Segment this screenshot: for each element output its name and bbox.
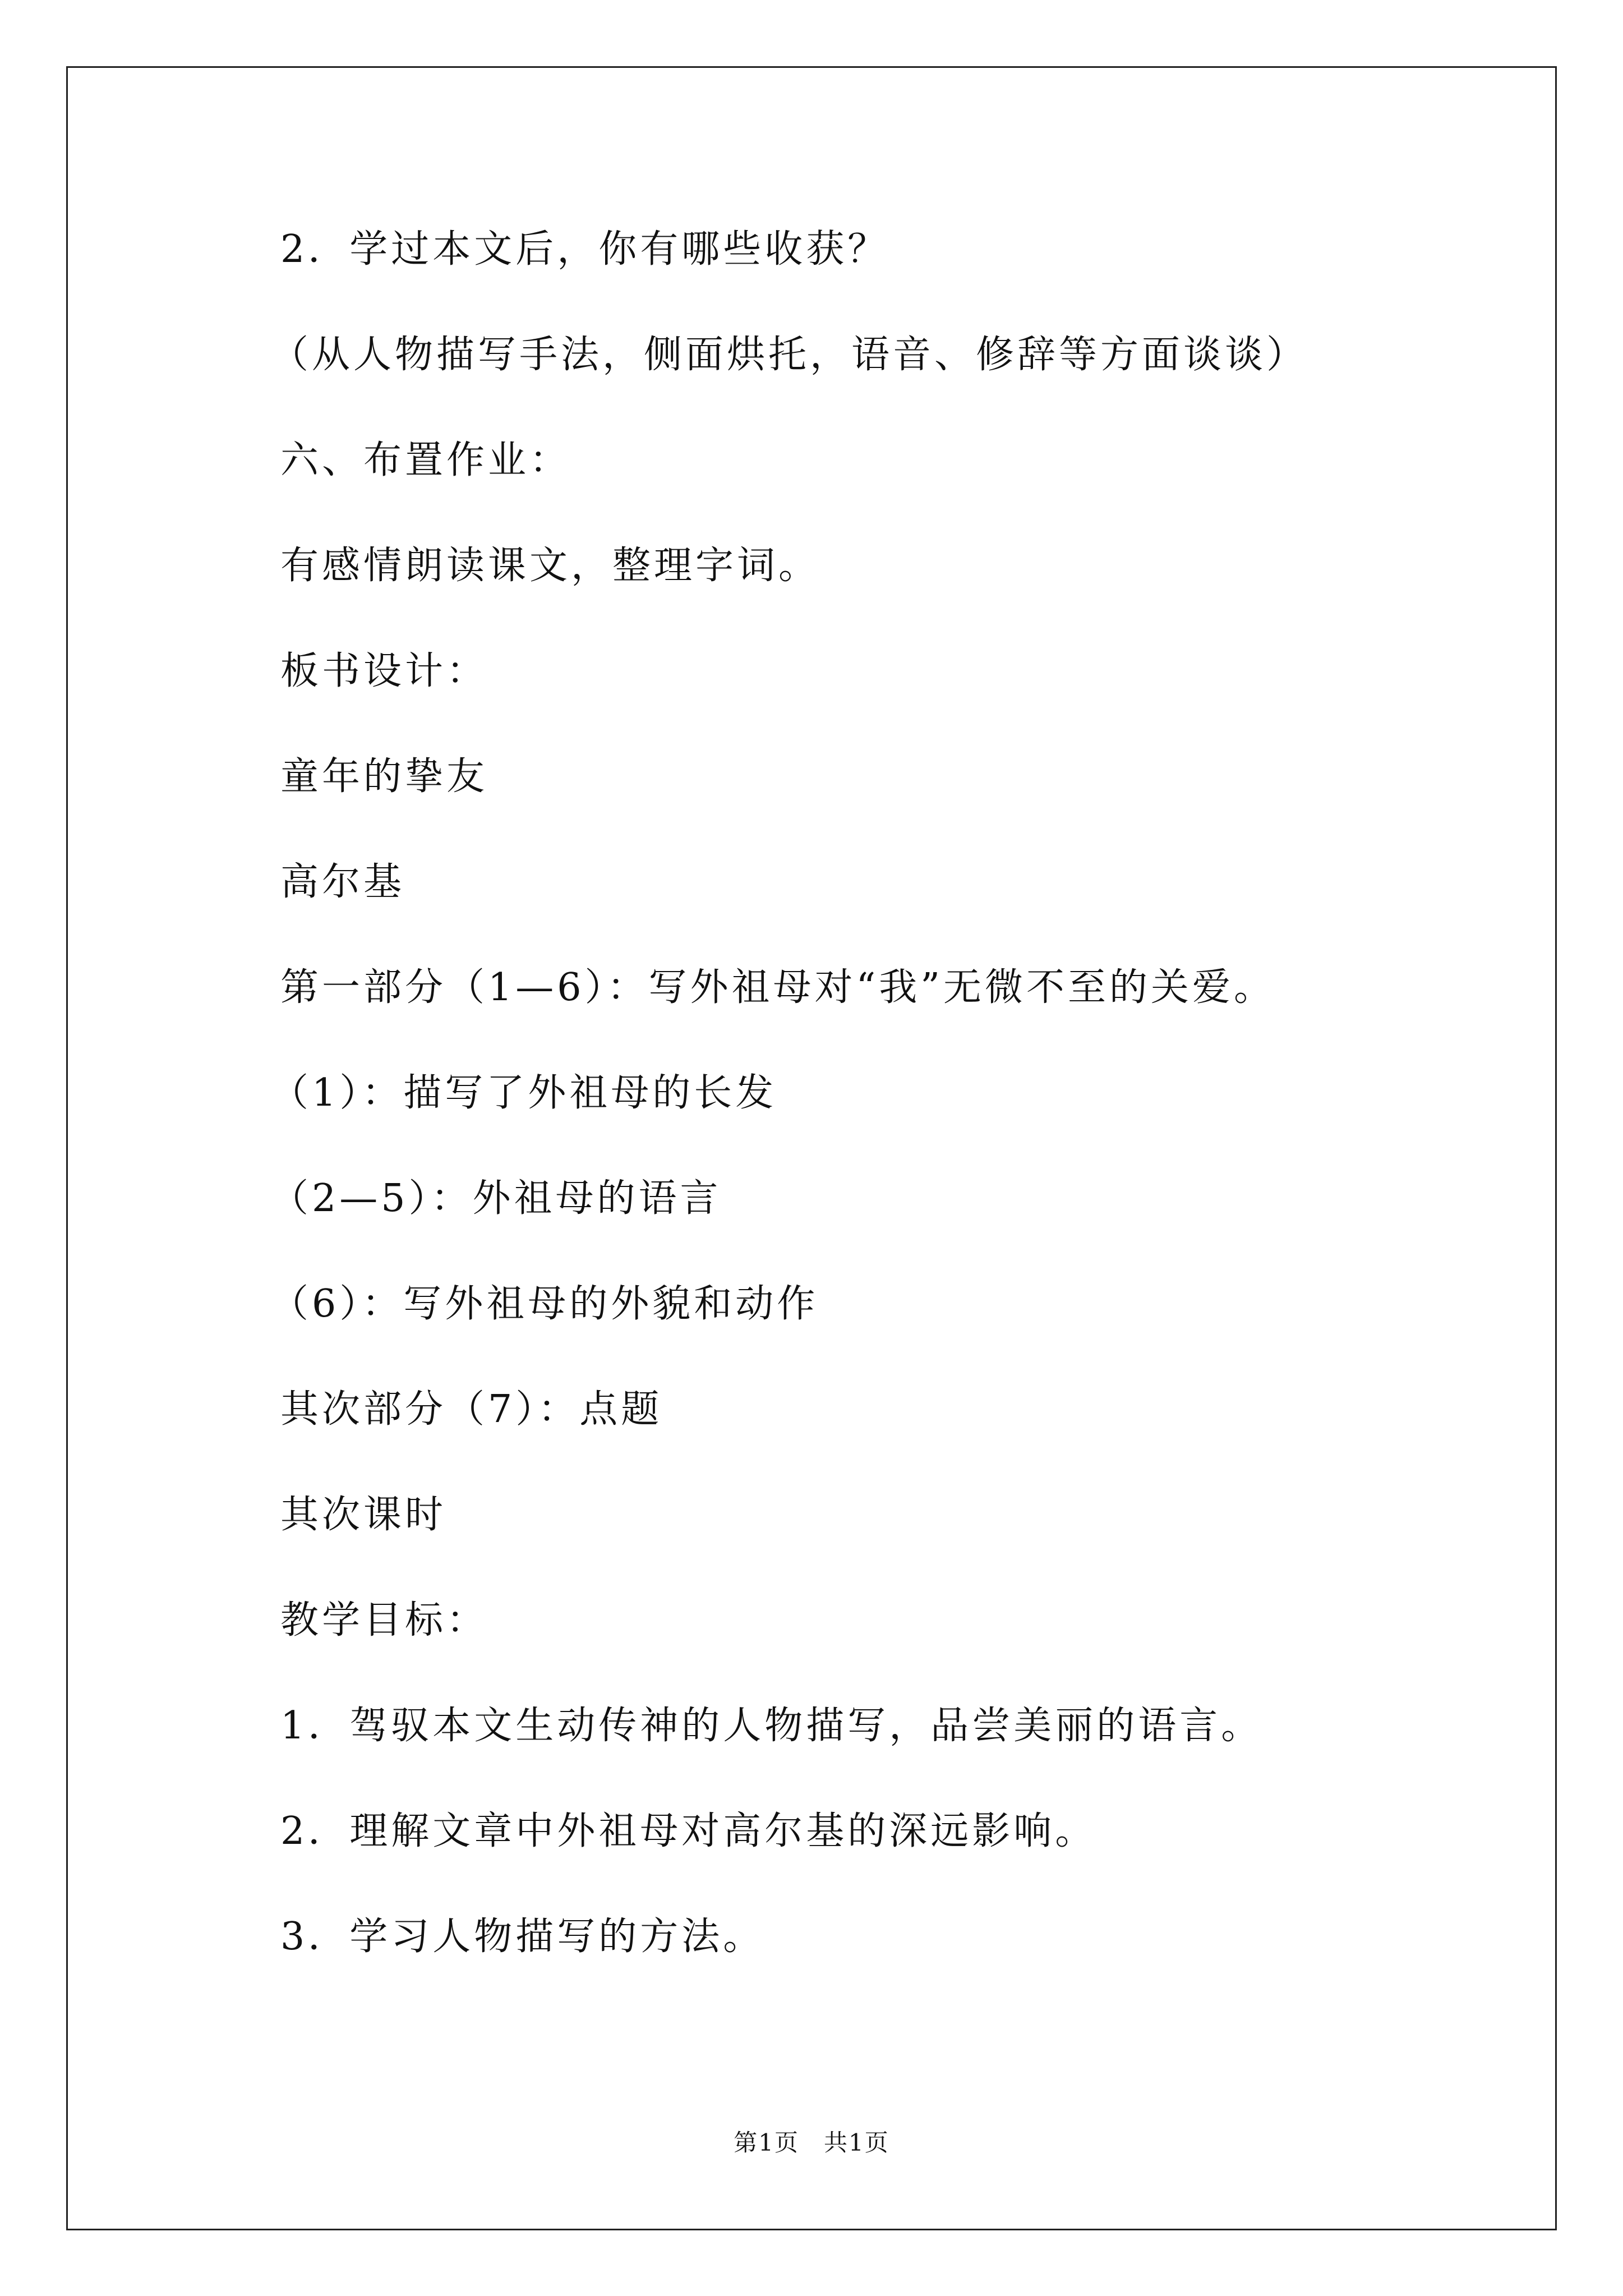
text-line: （6）：写外祖母的外貌和动作 <box>270 1282 819 1326</box>
text-line: 有感情朗读课文，整理字词。 <box>280 544 820 588</box>
section-heading: 教学目标： <box>280 1598 488 1642</box>
text-line: （1）：描写了外祖母的长发 <box>270 1071 777 1115</box>
text-line: 1．驾驭本文生动传神的人物描写，品尝美丽的语言。 <box>280 1704 1263 1748</box>
text-line: 第一部分（1—6）：写外祖母对“我”无微不至的关爱。 <box>280 965 1276 1010</box>
text-line: （从人物描写手法，侧面烘托，语音、修辞等方面谈谈） <box>270 333 1308 377</box>
text-line: 3．学习人物描写的方法。 <box>280 1915 765 1959</box>
text-line: 童年的挚友 <box>280 754 488 799</box>
text-line: 其次部分（7）：点题 <box>280 1387 663 1432</box>
section-heading: 六、布置作业： <box>280 438 571 482</box>
text-line: 2．理解文章中外祖母对高尔基的深远影响。 <box>280 1809 1097 1853</box>
page-border <box>66 66 1557 2230</box>
text-line: 高尔基 <box>280 860 405 904</box>
text-line: 2．学过本文后，你有哪些收获？ <box>280 227 889 272</box>
text-line: （2—5）：外祖母的语言 <box>270 1176 722 1221</box>
section-heading: 其次课时 <box>280 1493 447 1537</box>
page-number: 第1页 共1页 <box>734 2129 889 2156</box>
section-heading: 板书设计： <box>280 649 488 693</box>
